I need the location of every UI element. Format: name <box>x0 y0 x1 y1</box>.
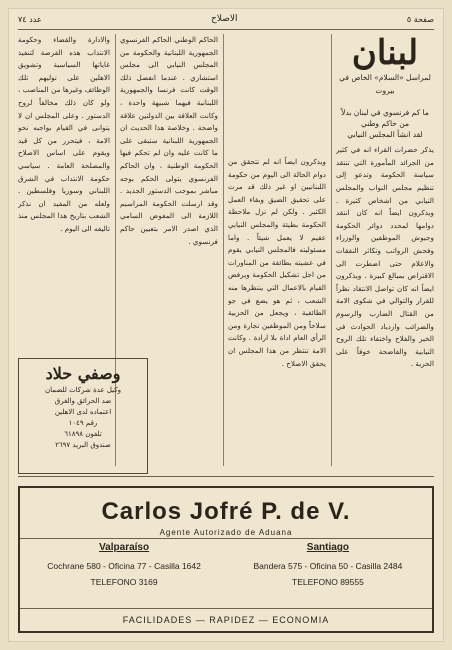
office-address: Cochrane 580 - Oficina 77 - Casilla 1642 <box>47 561 201 571</box>
column-4-text: والادارة والقضاء وحكومة الانتداب هذه الفرصة لتنفيذ غاياتها السياسية وتشويق الاهلين على توليهم تلك الوظائف وغيرها من المناصب ، ولو كان ذلك مخالفاً لروح الدستور . وعلى المجلس ان لا يتوانى في القيام بواجبه نحو الامة ، فيتحرر من كل قيد ويقوم على اساس الاصلاح والمصلحة العامة . سياسي حكومة الانتداب في الشرق اللبناني وسوريا وفلسطين . ولعله من المفيد ان نذكر الشعب بتاريخ هذا المجلس منذ تاليفه الى اليوم . <box>18 35 110 233</box>
ad-line: رقم ١٠٤٩ <box>68 419 98 427</box>
article-column-2 <box>228 156 326 466</box>
ad-title: وصفي حلاد <box>45 364 121 383</box>
city-name: Valparaíso <box>99 542 150 553</box>
office-address: Bandera 575 - Oficina 50 - Casilla 2484 <box>253 561 403 571</box>
column-divider <box>223 34 224 466</box>
ad-divider <box>20 538 432 539</box>
article-column-1 <box>336 34 434 466</box>
lebanon-title: لبنان <box>351 34 419 73</box>
ad-line: تلفون ٦١٨٩٨ <box>64 430 102 438</box>
page-header <box>18 12 434 26</box>
office-phone: TELEFONO 3169 <box>90 577 158 587</box>
wasfi-haddad-ad <box>18 358 148 474</box>
carlos-jofre-ad <box>18 486 434 633</box>
column-1-text: يذكر حضرات القراء انه في كثير من الجرائد المأمورة التي تنتقد سياسة الحكومة وتدعو إلى تنظيم مجلس النواب والمجلس النيابي من اشخاص كثيرة . ويذكرون ايضاً انه كان انتقد دوامها لمحدد دوائر الحكومة وجيوش الموظفين والوزراء وفحش الرواتب وتكاثر النفقات والاعلام حتى اضطرت الى الاقتراض بمبالغ كبيرة . ويذكرون ايضاً انه كان تواصل الانتقاد نظراً للقرار والتوالي في شكوى الامة من القتال الضارب والرسوم والضرائب وازدياد الحوادث في الخير والفلاح واختفاء تلك الروح النيابية والفاضحة خوفاً على الحرية . <box>336 145 434 369</box>
ad-footer: FACILIDADES — RAPIDEZ — ECONOMIA <box>122 615 330 625</box>
header-rule <box>18 29 434 30</box>
magazine-page <box>8 8 444 642</box>
ad-line: صندوق البريد ٢٦٩٧ <box>55 441 111 449</box>
company-name: Carlos Jofré P. de V. <box>101 498 351 525</box>
ad-line: اعتماده لدى الاهلين <box>54 408 112 416</box>
column-2-text: ويذكرون ايضاً انه لم تتحقق من دوام الحالة الى اليوم من حكومة اللبنانيين او غير ذلك قد مرت على تحقيق الضيق وبقاء العمل الكثير . ولكن لم تزل ملاحظة الحكومة بطيئة والمجلس النيابي عقيم لا يعمل شيئاً . واما مسئوليته فالمجلس النيابي يقوم في عشيته بطائفة من المناورات من اجل تشكيل الحكومة ويرفض القيام بالاعمال التي ينتظرها منه الشعب ، ثم هو يضع في جو الطائفية ، ويجعل من الحزبية سلاحاً ومن الموظفين تجارة ومن الرأي العام اداة بلا ارادة . وكانت الامة تنتظر من هذا المجلس ان يحقق الاصلاح . <box>228 157 326 368</box>
ad-divider <box>20 608 432 609</box>
valparaiso-office <box>30 542 218 587</box>
ad-line: وكيل عدة شركات للضمان <box>45 386 121 394</box>
issue-number: عدد ٧٤ <box>18 14 42 24</box>
page-number: صفحة ٥ <box>406 14 434 24</box>
santiago-office <box>234 542 422 587</box>
column-divider <box>331 34 332 466</box>
ad-line: ضد الحرائق والغرق <box>54 397 112 405</box>
lebanon-byline: لمراسل «السلام» الخاص في بيروت <box>339 73 431 95</box>
article-column-4 <box>18 34 110 342</box>
lebanon-subhead: ما كم فرنسوي في لبنان بدلاً من حاكم وطني <box>341 108 429 129</box>
lebanon-subhead-2: لقد انشأ المجلس النيابي <box>347 130 423 140</box>
magazine-name: الاصلاح <box>211 14 238 24</box>
city-name: Santiago <box>306 542 350 553</box>
column-3-text: الحاكم الوطني الحاكم الفرنسوي الجمهورية اللبنانية والحكومة من المجلس النيابي الى مجلس استشاري . عندما انفصل ذلك الوقت كانت فرنسا والجمهورية اللبنانية فيهما شبيهة واحدة ، وكانت العلاقة بين الدولتين علاقة واضحة . وخلاصة هذا الحديث ان الجمهورية اللبنانية ستبقى على ما كانت عليه وان لم تحكم فيها الحكومة الوطنية ، وان الحاكم الفرنسوي يتولى الحكم بوجه مباشر بموجب الدستور الجديد . وقد ارسلت الحكومة المراسيم اللازمة الى المفوض السامي الذي اصدر الامر بتعيين حاكم فرنسوي . <box>120 35 218 246</box>
office-phone: TELEFONO 89555 <box>292 577 364 587</box>
section-rule <box>18 476 434 477</box>
company-subtitle: Agente Autorizado de Aduana <box>159 528 293 537</box>
office-locations <box>30 542 422 587</box>
